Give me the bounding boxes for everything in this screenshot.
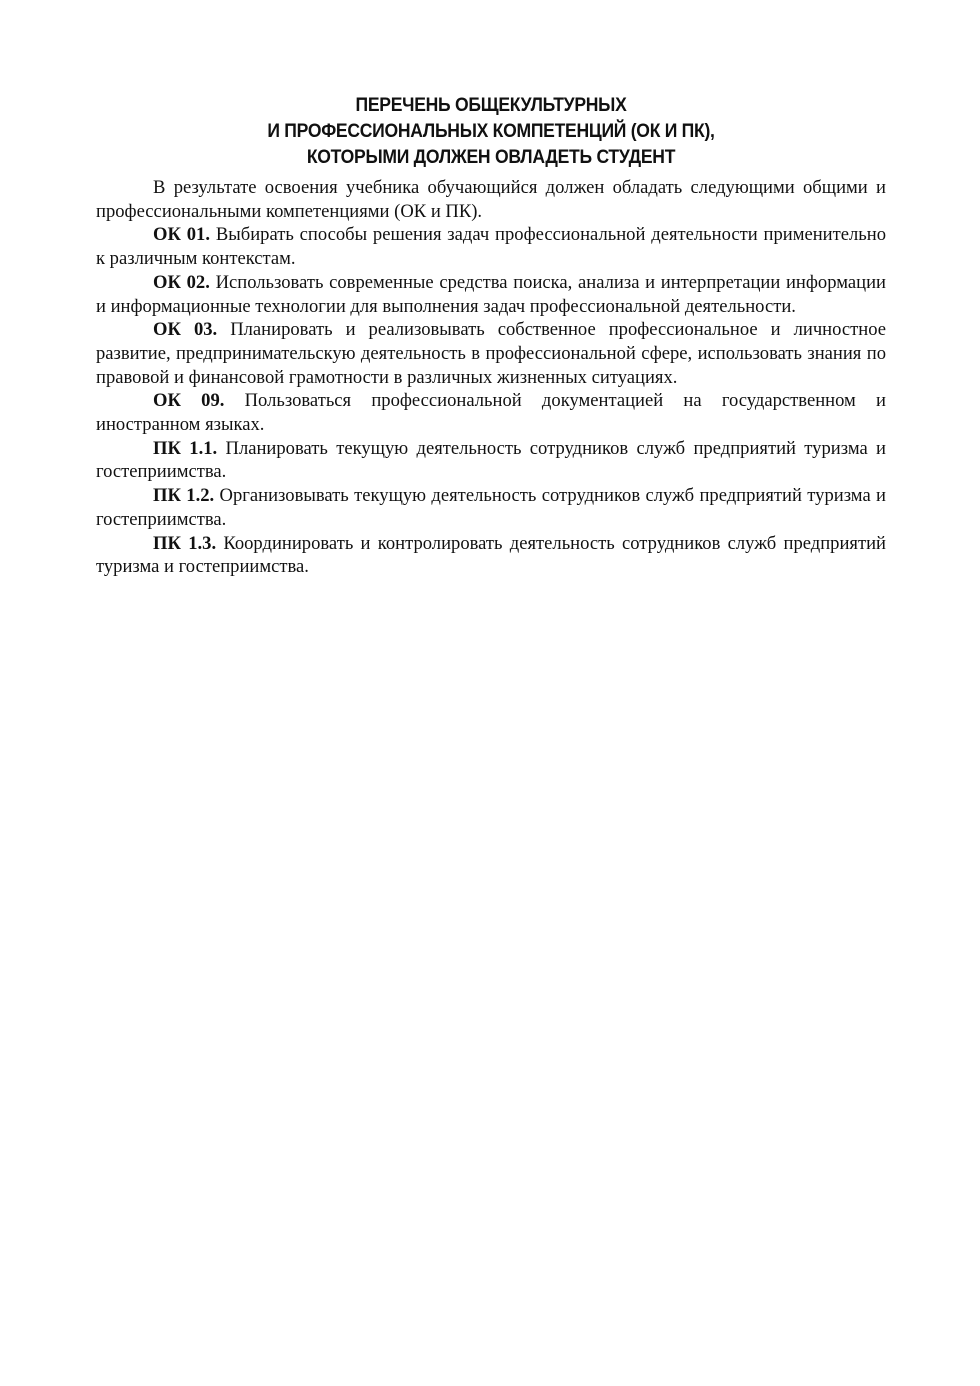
competency-code: ОК 01. xyxy=(153,224,211,246)
competency-text: Координировать и контролировать деятельность сотрудников служб предприятий туризма и гостеприимства. xyxy=(96,532,887,578)
title-line-1: ПЕРЕЧЕНЬ ОБЩЕКУЛЬТУРНЫХ xyxy=(355,94,627,116)
competency-pk-1-1 xyxy=(96,437,886,484)
document-body xyxy=(96,176,886,579)
competency-code: ПК 1.1. xyxy=(153,437,218,459)
competency-code: ПК 1.3. xyxy=(153,532,217,554)
competency-text: Пользоваться профессиональной документацией на государственном и иностранном языках. xyxy=(96,390,886,436)
intro-paragraph: В результате освоения учебника обучающийся должен обладать следующими общими и профессиональными компетенциями (ОК и ПК). xyxy=(96,177,886,222)
competency-ok-02 xyxy=(96,271,886,318)
competency-pk-1-2 xyxy=(96,484,886,531)
competency-ok-01 xyxy=(96,223,886,270)
competency-ok-03 xyxy=(96,318,886,389)
competency-code: ОК 03. xyxy=(153,319,218,341)
competency-pk-1-3 xyxy=(96,532,886,579)
competency-code: ПК 1.2. xyxy=(153,485,215,507)
document-title xyxy=(136,92,847,170)
competency-code: ОК 02. xyxy=(153,271,210,293)
competency-text: Планировать текущую деятельность сотрудников служб предприятий туризма и гостеприимства. xyxy=(96,437,886,483)
competency-text: Организовывать текущую деятельность сотрудников служб предприятий туризма и гостеприимства. xyxy=(96,485,886,530)
competency-text: Выбирать способы решения задач профессиональной деятельности применительно к различным контекстам. xyxy=(96,224,887,270)
competency-ok-09 xyxy=(96,389,886,436)
document-page xyxy=(96,92,886,579)
competency-code: ОК 09. xyxy=(153,390,225,412)
competency-text: Использовать современные средства поиска, анализа и интерпретации информации и информационные технологии для выполнения задач профессиональной деятельности. xyxy=(96,271,886,317)
title-line-3: КОТОРЫМИ ДОЛЖЕН ОВЛАДЕТЬ СТУДЕНТ xyxy=(306,146,676,168)
competency-text: Планировать и реализовывать собственное профессиональное и личностное развитие, предпринимательскую деятельность в профессиональной сфере, использовать знания по правовой и финансовой грамотности в различных жизненных ситуациях. xyxy=(96,319,886,388)
title-line-2: И ПРОФЕССИОНАЛЬНЫХ КОМПЕТЕНЦИЙ (ОК И ПК), xyxy=(267,120,715,142)
